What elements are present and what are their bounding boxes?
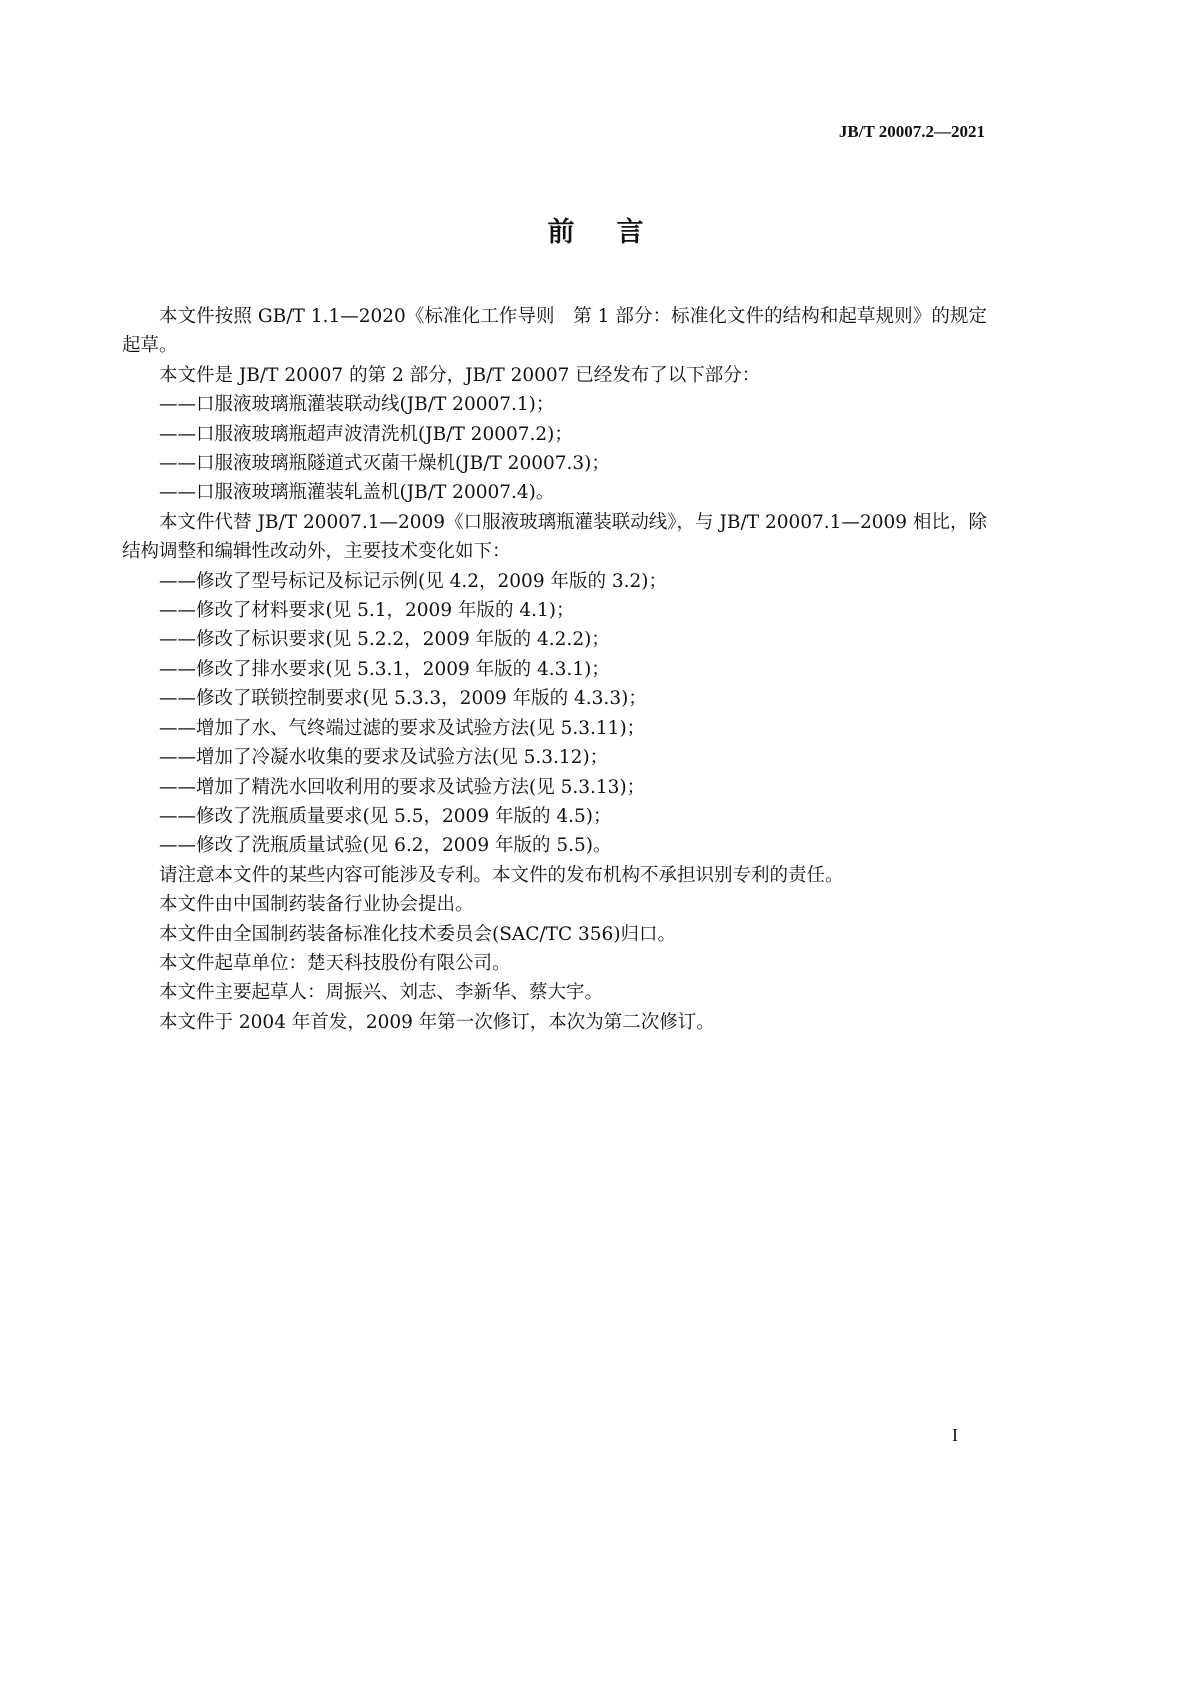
- paragraph: 本文件代替 JB/T 20007.1—2009《口服液玻璃瓶灌装联动线》，与 JB/T 20007.1—2009 相比，除结构调整和编辑性改动外，主要技术变化如下：: [122, 511, 987, 563]
- paragraph: 本文件主要起草人：周振兴、刘志、李新华、蔡大宇。: [159, 982, 604, 1004]
- list-item: ——口服液玻璃瓶灌装轧盖机(JB/T 20007.4)。: [159, 482, 555, 504]
- document-body: [122, 302, 987, 1037]
- paragraph: 本文件于 2004 年首发，2009 年第一次修订，本次为第二次修订。: [159, 1011, 715, 1033]
- paragraph: 本文件起草单位：楚天科技股份有限公司。: [159, 952, 511, 974]
- list-item: ——修改了标识要求(见 5.2.2，2009 年版的 4.2.2)；: [159, 629, 610, 651]
- list-item: ——口服液玻璃瓶隧道式灭菌干燥机(JB/T 20007.3)；: [159, 453, 610, 475]
- list-item: ——修改了型号标记及标记示例(见 4.2，2009 年版的 3.2)；: [159, 570, 668, 592]
- paragraph: 请注意本文件的某些内容可能涉及专利。本文件的发布机构不承担识别专利的责任。: [159, 864, 844, 886]
- list-item: ——修改了洗瓶质量要求(见 5.5，2009 年版的 4.5)；: [159, 805, 612, 827]
- list-item: ——增加了精洗水回收利用的要求及试验方法(见 5.3.13)；: [159, 776, 646, 798]
- paragraph: 本文件按照 GB/T 1.1—2020《标准化工作导则 第 1 部分：标准化文件的结构和起草规则》的规定起草。: [122, 306, 987, 357]
- list-item: ——口服液玻璃瓶超声波清洗机(JB/T 20007.2)；: [159, 423, 573, 445]
- page-number: I: [952, 1425, 958, 1445]
- paragraph: 本文件是 JB/T 20007 的第 2 部分，JB/T 20007 已经发布了以下部分：: [159, 364, 761, 386]
- list-item: ——增加了冷凝水收集的要求及试验方法(见 5.3.12)；: [159, 747, 609, 769]
- document-number: JB/T 20007.2—2021: [838, 122, 985, 141]
- list-item: ——修改了材料要求(见 5.1，2009 年版的 4.1)；: [159, 600, 575, 622]
- list-item: ——修改了排水要求(见 5.3.1，2009 年版的 4.3.1)；: [159, 658, 610, 680]
- paragraph: 本文件由全国制药装备标准化技术委员会(SAC/TC 356)归口。: [159, 923, 677, 945]
- paragraph: 本文件由中国制药装备行业协会提出。: [159, 894, 474, 916]
- page-title: 前言: [547, 217, 686, 248]
- list-item: ——修改了联锁控制要求(见 5.3.3，2009 年版的 4.3.3)；: [159, 688, 647, 710]
- list-item: ——增加了水、气终端过滤的要求及试验方法(见 5.3.11)；: [159, 717, 646, 739]
- list-item: ——修改了洗瓶质量试验(见 6.2，2009 年版的 5.5)。: [159, 835, 612, 857]
- list-item: ——口服液玻璃瓶灌装联动线(JB/T 20007.1)；: [159, 394, 555, 416]
